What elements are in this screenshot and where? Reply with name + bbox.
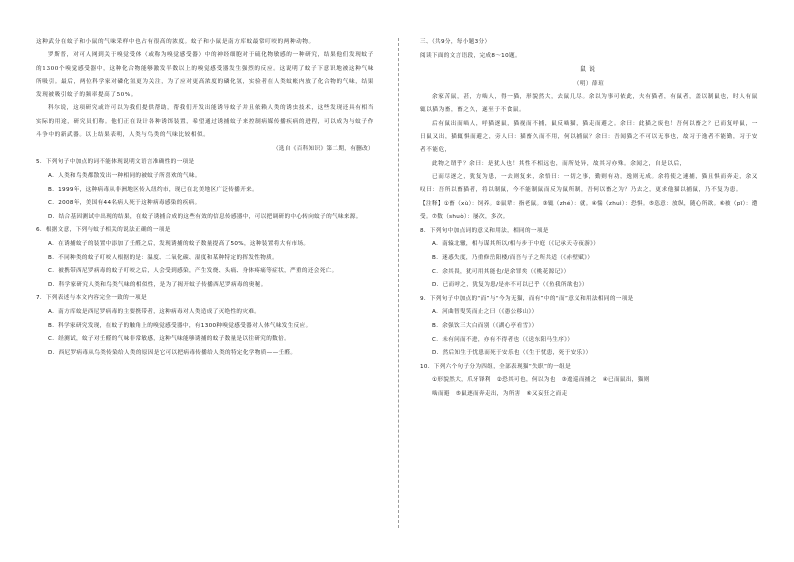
option-a: A．在诱捕蚊子的装置中添加了壬醛之后，发现诱捕的蚊子数量提高了50%，这种装置将大有市场。 bbox=[48, 240, 310, 247]
classical-paragraph: 已而尽逐之，犹复为患，一去则复来，余悟曰：一切之事，勤则有功，逸则无成。余将使之速捕，猫且惧而奔走，余又叹曰：吾所以畜猫者，将以制鼠，今不能制鼠而反为鼠所制，吾何以畜之为？乃去之，更求他猫以捕鼠，乃不复为患。 bbox=[420, 173, 758, 194]
option-c: C．余其畏，犹可用其能也/是余罪矣（《桃花源记》） bbox=[432, 268, 570, 275]
question-9 bbox=[420, 293, 758, 361]
option-a: A．人类和鸟类都散发出一种相同的被蚊子所喜欢的气味。 bbox=[48, 172, 201, 179]
classical-paragraph: 此物之谓乎？余曰：是犹人也！其性不相远也，而所处异，故其习亦殊。余闻之，自是以后， bbox=[432, 160, 686, 167]
option-a: A．南方库蚊是西尼罗病毒的主要携带者，这种病毒对人类造成了灭绝性的灾难。 bbox=[48, 308, 261, 315]
question-stem: 8．下列句中加点词的意义和用法，相同的一项是 bbox=[420, 227, 549, 234]
option-b: B．科学家研究发现，在蚊子的触角上的嗅觉感受器中，有1300种嗅觉感受器对人体气味发生反应。 bbox=[48, 322, 312, 329]
right-column bbox=[420, 36, 758, 401]
option-b: B．余强饮三大白而别（《湖心亭看雪》） bbox=[432, 322, 538, 329]
passage-notes: 【注释】①畜（xù）：饲养。②鼠辈：指老鼠。③辄（zhé）：就。④惴（zhuì）：恐惧。⑤恣意：放纵，随心所欲。⑥被（pī）：遭受。⑦数（shuò）：屡次，多次。 bbox=[420, 200, 758, 221]
question-stem: 5．下列句子中加点的词不能体现说明文语言准确性的一项是 bbox=[36, 159, 195, 166]
question-7 bbox=[36, 292, 374, 360]
option-c: C．未有问而不进，亦有不得者也（《送东阳马生序》） bbox=[432, 336, 574, 343]
question-6 bbox=[36, 224, 374, 292]
section-instruction: 阅读下面的文言语段，完成8～10题。 bbox=[420, 52, 521, 59]
question-8 bbox=[420, 225, 758, 293]
option-d: D．结合基因测试中出现的结果，在蚊子诱捕合成的这些有效的信息传感器中，可以把调研的中心转向蚊子的气味来源。 bbox=[48, 213, 362, 220]
passage-paragraph: 这种武分在蚊子和小鼠的气味采样中也占有很高的浓度。蚊子和小鼠是南方库蚊最常叮咬的两种动物。 bbox=[36, 39, 315, 45]
choice-line: 啮而避 ⑤鼠逐而奔走出，为所害 ⑥又妄狂之而走 bbox=[432, 390, 568, 397]
option-d: D．然后知生于忧患而死于安乐也（《生于忧患，死于安乐》） bbox=[432, 350, 592, 357]
passage-source: （选自《百科知识》第二期，有删改） bbox=[272, 146, 374, 153]
question-stem: 7．下列表述与本文内容完全一致的一项是 bbox=[36, 295, 147, 302]
question-stem: 10．下列六个句子分为四组，全部表现猫“失职”的一组是 bbox=[420, 363, 572, 370]
option-d: D．科学家研究人类和鸟类气味的相似性，是为了揭开蚊子传播西尼罗病毒的奥秘。 bbox=[48, 281, 267, 288]
section-heading: 三、（共9分，每小题3分） bbox=[420, 39, 491, 45]
option-d: D．已而呼之，犹复为患/是亦不可以已乎（《鱼我所欲也》） bbox=[432, 282, 588, 289]
passage-title: 鼠说 bbox=[579, 66, 598, 74]
passage-author: （明）薛瑄 bbox=[573, 81, 605, 88]
option-a: A．河曲智叟笑而止之曰（《愚公移山》） bbox=[432, 309, 538, 316]
option-b: B．不同种类的蚊子叮咬人根据的是：温度、二氧化碳、湿度和某种特定的挥发性物质。 bbox=[48, 254, 279, 261]
option-c: C．被携带西尼罗病毒的蚊子叮咬之后，人会受到感染，产生发烧、头痛、身体疼痛等症状，严重的还会死亡。 bbox=[48, 268, 338, 275]
column-divider bbox=[398, 38, 399, 528]
classical-paragraph: 后有鼠出而啮人，呼猫逐鼠，猫视而不捕，鼠反啮猫，猫走而避之。余曰：此猫之废也！吾何以畜之？已而复呼鼠，一日鼠又出，猫辄惧而避之，旁人曰：猫畜久而不用，何以捕鼠？余曰：吾闻猫之不可以无事也，故习于逸者不能勤，习于安者不能危， bbox=[420, 120, 758, 154]
choice-line: ①形貌然大，爪牙锋利 ②恐其可也，何以为也 ③逡巡而捕之 ④已而鼠出，猫则 bbox=[432, 377, 650, 384]
classical-paragraph: 余家苦鼠，甚，方啮人，得一猫，形貌然大，去鼠几尽。余以为事可依此，夫有猫者，有鼠者，盖以制鼠也，时人有鼠辄以猫为畜，畜之久，遂至于不食鼠。 bbox=[420, 94, 758, 114]
question-10 bbox=[420, 361, 758, 402]
option-b: B．迷惑失度，乃重修岳阳楼/而吾与子之所共适（《赤壁赋》） bbox=[432, 254, 594, 261]
left-column bbox=[36, 36, 374, 360]
option-c: C．经测试，蚊子对壬醛的气味非常敏感，这种气味能够诱捕的蚊子数量是以往研究的数倍。 bbox=[48, 336, 291, 343]
question-5 bbox=[36, 156, 374, 224]
option-c: C．2008年，美国有44名病人死于这种病毒感染的疾病。 bbox=[48, 200, 201, 207]
option-a: A．南辕北辙，相与谋其所以/相与步于中庭（《记承天寺夜游》） bbox=[432, 241, 600, 248]
passage-paragraph: 罗斯普，对可人网到关于嗅觉受体（或称为嗅觉感受器）中的神经细胞对于硫化物敏感的一种研究，结果他们发现蚊子的1300个嗅觉感受器中，这种化合物能够激发半数以上的嗅觉感受器发生强烈的反应。这说明了蚊子下意识地被这种气味所吸引。最后，两位科学家对磷化氢更为关注，为了应对更高浓度的磷化氢，实验者在人类蚊帐内放了化合物的气味，结果发现被吸引蚊子的频率提高了50%。 bbox=[36, 52, 374, 99]
question-stem: 6．根据文意，下列与蚊子相关的说法正确的一项是 bbox=[36, 227, 171, 234]
option-d: D．西尼罗病毒从鸟类传染给人类的原因是它可以把病毒传播给人类的特定化学物质——壬醛。 bbox=[48, 349, 297, 356]
passage-paragraph: 科尔说，这项研究或许可以为我们提供帮助，帮我们开发出能诱导蚊子并且依赖人类的诱虫技术，这些发现还具有相当实际的用途，研究员们称。他们正在设计各种诱饵装置，希望通过诱捕蚊子来控制病媒传播疾病的进程，可以成为与蚊子作斗争中的新武器。以上结果表明，人类与鸟类的气味比较相似。 bbox=[36, 105, 374, 139]
option-b: B．1999年，这种病毒从非洲地区传入纽约市，现已在北美地区广泛传播开来。 bbox=[48, 186, 259, 193]
question-stem: 9．下列句子中加点的“而”与“今为无猫，而有”中的“而”意义和用法相同的一项是 bbox=[420, 295, 634, 302]
